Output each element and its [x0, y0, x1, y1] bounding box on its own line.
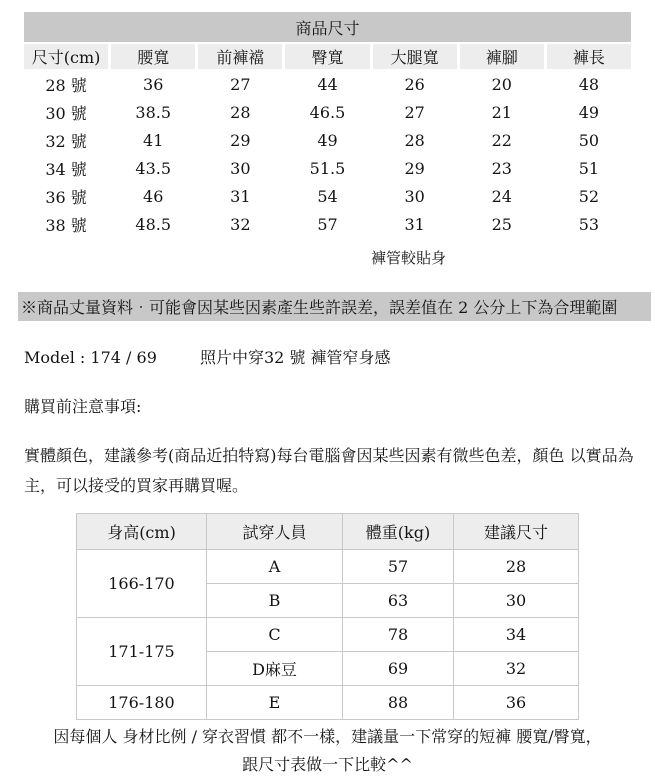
size-table-header-row	[24, 44, 631, 69]
hip-value: 57	[285, 211, 369, 237]
length-value: 48	[547, 71, 631, 97]
col-header-leg-opening: 褲腳	[460, 44, 544, 69]
hip-value: 49	[285, 127, 369, 153]
suggested-size-value: 28	[454, 550, 579, 584]
waist-value: 38.5	[111, 99, 195, 125]
size-label: 38 號	[24, 211, 108, 237]
leg-opening-value: 24	[460, 183, 544, 209]
table-row	[24, 155, 631, 181]
weight-value: 69	[343, 652, 454, 686]
thigh-value: 27	[373, 99, 457, 125]
tester-label: B	[207, 584, 343, 618]
thigh-value: 26	[373, 71, 457, 97]
table-row	[24, 99, 631, 125]
table-row	[77, 618, 579, 652]
height-group: 171-175	[77, 618, 207, 686]
hip-value: 46.5	[285, 99, 369, 125]
waist-value: 36	[111, 71, 195, 97]
suggested-size-value: 36	[454, 686, 579, 720]
fit-recommendation-table	[76, 513, 579, 720]
front-rise-value: 29	[198, 127, 282, 153]
size-label: 36 號	[24, 183, 108, 209]
color-disclaimer: 實體顏色，建議參考(商品近拍特寫)每台電腦會因某些因素有微些色差，顏色 以實品為主，可以接受的買家再購買喔。	[24, 446, 634, 495]
size-table-title-row	[24, 12, 631, 42]
col-header-suggested-size: 建議尺寸	[454, 514, 579, 550]
leg-opening-value: 23	[460, 155, 544, 181]
col-header-size: 尺寸(cm)	[24, 44, 108, 69]
length-value: 53	[547, 211, 631, 237]
tester-label: E	[207, 686, 343, 720]
thigh-value: 28	[373, 127, 457, 153]
table-row	[77, 686, 579, 720]
front-rise-value: 30	[198, 155, 282, 181]
front-rise-value: 32	[198, 211, 282, 237]
comparison-advice-line1: 因每個人 身材比例 / 穿衣習慣 都不一樣，建議量一下常穿的短褲 腰寬/臀寬，	[53, 727, 602, 746]
table-row	[24, 183, 631, 209]
table-row	[77, 550, 579, 584]
front-rise-value: 27	[198, 71, 282, 97]
table-row	[24, 211, 631, 237]
size-label: 32 號	[24, 127, 108, 153]
height-group: 176-180	[77, 686, 207, 720]
waist-value: 43.5	[111, 155, 195, 181]
waist-value: 46	[111, 183, 195, 209]
col-header-weight: 體重(kg)	[343, 514, 454, 550]
tester-label: D麻豆	[207, 652, 343, 686]
col-header-length: 褲長	[547, 44, 631, 69]
purchase-notice-heading: 購買前注意事項:	[24, 397, 142, 416]
leg-opening-value: 25	[460, 211, 544, 237]
weight-value: 78	[343, 618, 454, 652]
waist-value: 48.5	[111, 211, 195, 237]
size-label: 28 號	[24, 71, 108, 97]
model-wearing-note: 照片中穿32 號 褲管窄身感	[199, 348, 391, 367]
leg-opening-value: 20	[460, 71, 544, 97]
size-table-title: 商品尺寸	[24, 12, 631, 42]
model-info	[24, 345, 655, 368]
suggested-size-value: 34	[454, 618, 579, 652]
thigh-value: 31	[373, 211, 457, 237]
col-header-tester: 試穿人員	[207, 514, 343, 550]
product-size-table	[21, 10, 634, 239]
thigh-value: 29	[373, 155, 457, 181]
model-stats: Model : 174 / 69	[24, 348, 157, 367]
front-rise-value: 28	[198, 99, 282, 125]
comparison-advice-line2: 跟尺寸表做一下比較^^	[242, 755, 413, 774]
thigh-value: 30	[373, 183, 457, 209]
measurement-tolerance-note: ※商品丈量資料‧可能會因某些因素產生些許誤差，誤差值在 2 公分上下為合理範圍	[18, 292, 651, 321]
fit-table-header-row	[77, 514, 579, 550]
leg-opening-value: 22	[460, 127, 544, 153]
col-header-height: 身高(cm)	[77, 514, 207, 550]
hip-value: 51.5	[285, 155, 369, 181]
height-group: 166-170	[77, 550, 207, 618]
tester-label: C	[207, 618, 343, 652]
length-value: 49	[547, 99, 631, 125]
waist-value: 41	[111, 127, 195, 153]
col-header-waist: 腰寬	[111, 44, 195, 69]
col-header-front-rise: 前褲襠	[198, 44, 282, 69]
comparison-advice	[0, 723, 655, 779]
size-label: 34 號	[24, 155, 108, 181]
leg-fit-note: 褲管較貼身	[370, 249, 446, 267]
hip-value: 44	[285, 71, 369, 97]
hip-value: 54	[285, 183, 369, 209]
table-row	[24, 127, 631, 153]
front-rise-value: 31	[198, 183, 282, 209]
weight-value: 57	[343, 550, 454, 584]
suggested-size-value: 30	[454, 584, 579, 618]
length-value: 50	[547, 127, 631, 153]
weight-value: 63	[343, 584, 454, 618]
length-value: 52	[547, 183, 631, 209]
weight-value: 88	[343, 686, 454, 720]
col-header-thigh: 大腿寬	[373, 44, 457, 69]
suggested-size-value: 32	[454, 652, 579, 686]
tester-label: A	[207, 550, 343, 584]
col-header-hip: 臀寬	[285, 44, 369, 69]
size-label: 30 號	[24, 99, 108, 125]
length-value: 51	[547, 155, 631, 181]
table-row	[24, 71, 631, 97]
leg-opening-value: 21	[460, 99, 544, 125]
